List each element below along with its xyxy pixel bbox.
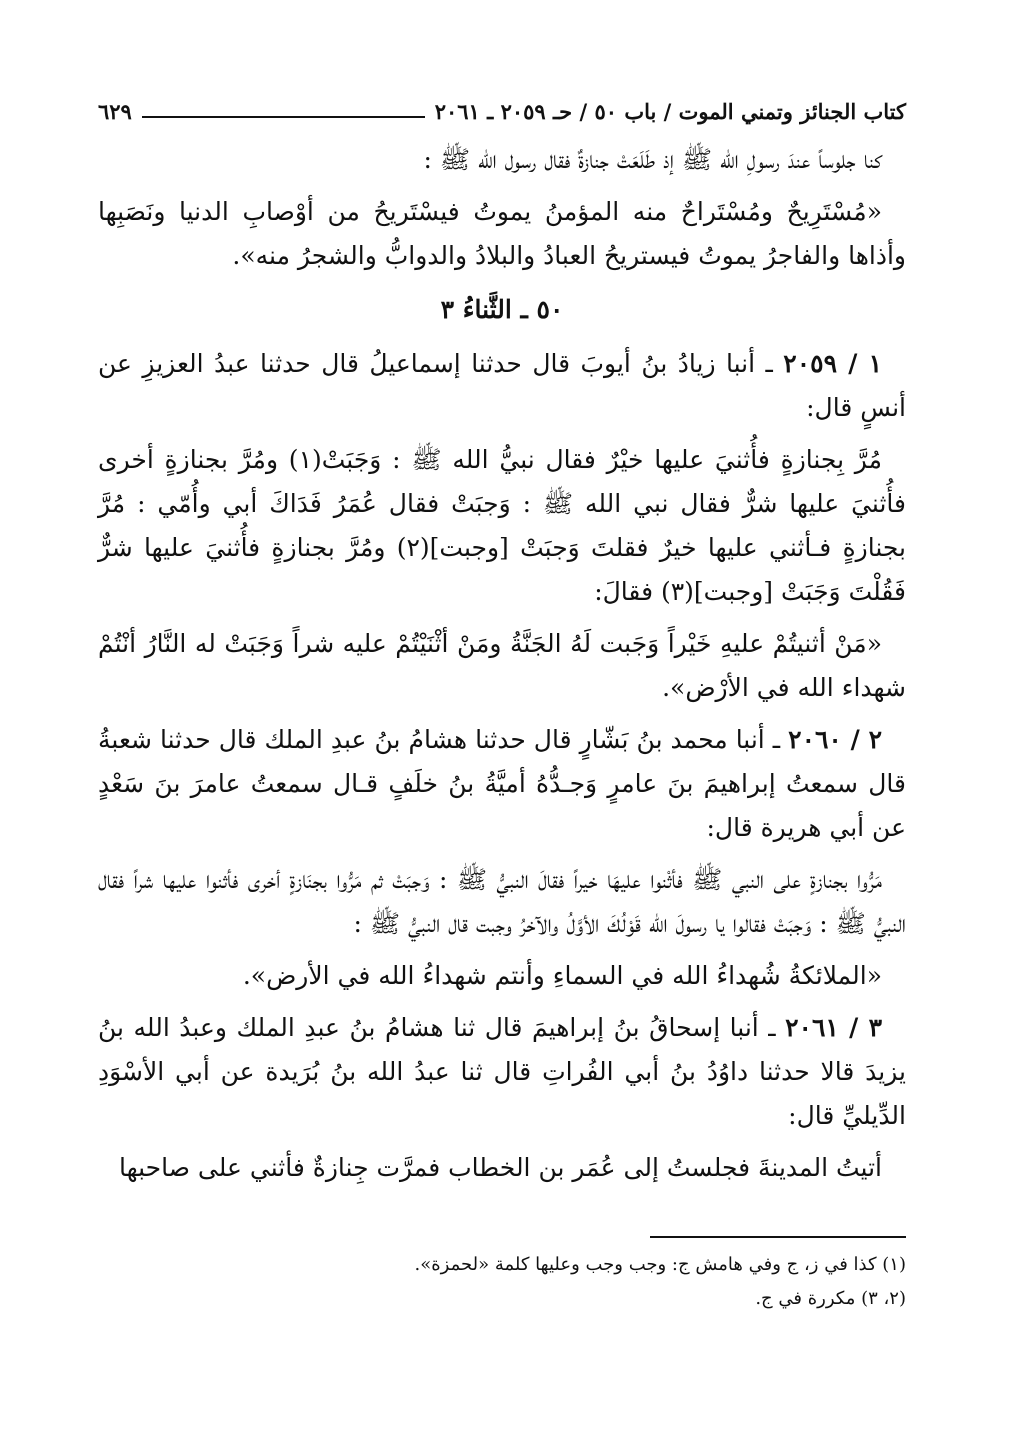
hadith-quote: «الملائكةُ شُهداءُ الله في السماءِ وأنتم شهداءُ الله في الأرض». (242, 961, 882, 990)
spacer (98, 182, 906, 190)
spacer (98, 430, 906, 438)
section-heading: ٥٠ ـ الثَّناءُ ٣ (440, 295, 564, 324)
hadith-number: ٣ / ٢٠٦١ (785, 1013, 882, 1042)
hadith-chain: ـ أنبا إسحاقُ بنُ إبراهيمَ قال ثنا هشامُ بنُ عبدِ الملك وعبدُ الله بنُ يزيدَ قالا حدثنا داوُدُ بنُ أبي الفُراتِ قال ثنا عبدُ الله بنُ بُرَيدة عن أبي الأسْوَدِ الدِّيليِّ قال: (98, 1013, 906, 1130)
spacer (98, 710, 906, 718)
page (98, 82, 906, 1316)
running-header-title: كتاب الجنائز وتمني الموت / باب ٥٠ / حـ ٢٠٥٩ ـ ٢٠٦١ (434, 98, 906, 124)
hadith-isnad (98, 718, 906, 850)
hadith-text: مَرُّوا بجنازةٍ على النبي ﷺ فأثْنوا عليهَا خيراً فقالَ النبيُّ ﷺ : وَجبَتْ ثم مَرُّوا بجنَازةٍ أخرى فأثنوا عليها شراً فقال النبيُّ ﷺ : وَجبَتْ فقالوا يا رسولَ الله قَوْلُكَ الأوَّلُ والآخرُ وجبت قال النبيُّ ﷺ : (98, 865, 906, 938)
hadith-isnad (98, 342, 906, 430)
spacer (98, 614, 906, 622)
running-header (98, 82, 906, 124)
hadith-number: ١ / ٢٠٥٩ (783, 349, 882, 378)
spacer (98, 998, 906, 1006)
running-header-rule (142, 116, 425, 118)
hadith-text: مُرَّ بِجنازةٍ فأُثنيَ عليها خيْرٌ فقال نبيُّ الله ﷺ : وَجَبَتْ(١) ومُرَّ بجنازةٍ أخرى فأُثنيَ عليها شرٌّ فقال نبي الله ﷺ : وَجبَتْ فقال عُمَرُ فَدَاكَ أبي وأُمّي : مُرَّ بجنازةٍ فـأثني عليها خيرٌ فقلتَ وَجبَتْ [وجبت](٢) ومُرَّ بجنازةٍ فأُثنيَ عليها شرٌّ فَقُلْتَ وَجَبَتْ [وجبت](٣) فقالَ: (98, 445, 906, 606)
footnote: (٢، ٣) مكررة في ج. (755, 1288, 906, 1309)
spacer (98, 124, 906, 138)
hadith-isnad (98, 1006, 906, 1138)
spacer (98, 1138, 906, 1146)
footnote: (١) كذا في ز، ج وفي هامش ج: وجب وجب وعليها كلمة «لحمزة». (414, 1254, 906, 1275)
hadith-chain: ـ أنبا محمد بنُ بَشّارٍ قال حدثنا هشامُ بنُ عبدِ الملك قال حدثنا شعبةُ قال سمعتُ إبراهيمَ بنَ عامرٍ وَجـدُّهُ أميَّةُ بنُ خلَفٍ قـال سمعتُ عامرَ بنَ سَعْدٍ عن أبي هريرة قال: (98, 725, 906, 842)
hadith-number: ٢ / ٢٠٦٠ (788, 725, 882, 754)
footnote-separator (650, 1236, 906, 1238)
spacer (98, 850, 906, 858)
hadith-quote: «مَنْ أثنيتُمْ عليهِ خَيْراً وَجَبت لَهُ الجَنَّةُ ومَنْ أثْنَيْتُمْ عليه شراً وَجَبَتْ له النَّارُ أنْتُمْ شهداء الله في الأرْض». (98, 629, 906, 702)
intro-narration: كنا جلوساً عندَ رسولِ الله ﷺ إذ طَلَعَتْ جنازةٌ فقال رسول الله ﷺ : (423, 145, 882, 174)
footnotes (98, 1248, 906, 1316)
intro-quote: «مُسْتَرِيحٌ ومُسْتَراحٌ منه المؤمنُ يموتُ فيسْتَريحُ من أوْصابِ الدنيا ونَصَبِها وأذاها والفاجرُ يموتُ فيستريحُ العبادُ والبلادُ والدوابُّ والشجرُ منه». (98, 197, 906, 270)
spacer (98, 946, 906, 954)
page-number: ٦٢٩ (98, 98, 132, 124)
hadith-text: أتيتُ المدينةَ فجلستُ إلى عُمَر بن الخطاب فمرَّت جِنازةٌ فأثني على صاحبها (118, 1153, 882, 1182)
hadith-chain: ـ أنبا زيادُ بنُ أيوبَ قال حدثنا إسماعيلُ قال حدثنا عبدُ العزيزِ عن أنسٍ قال: (98, 349, 906, 422)
